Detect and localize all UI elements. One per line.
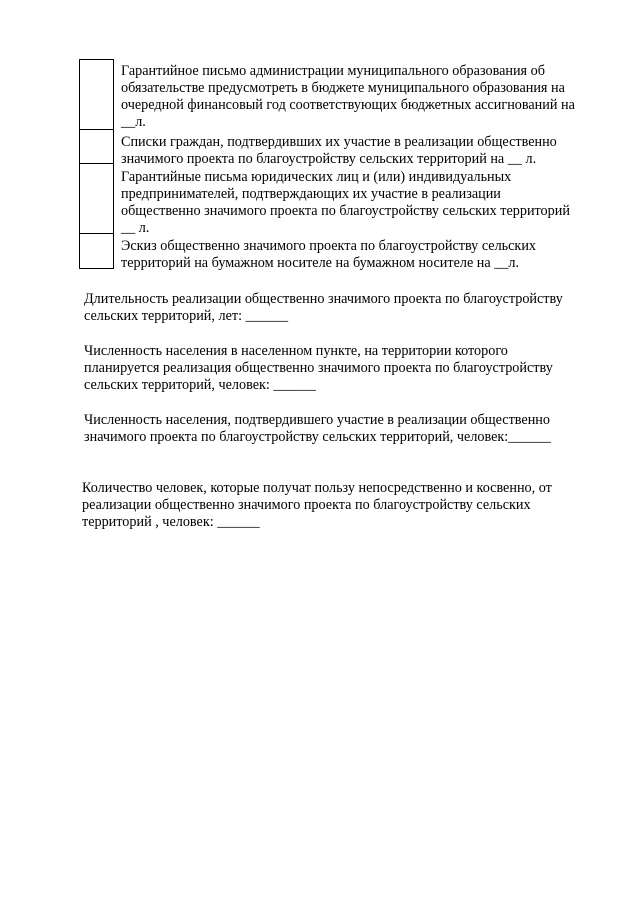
field-confirmed-population: Численность населения, подтвердившего участие в реализации общественно значимого проекта по благоустройству сельских территорий, человек:______ — [84, 412, 551, 445]
checkbox-guarantee-letter-administration[interactable] — [79, 59, 114, 129]
field-project-duration: Длительность реализации общественно значимого проекта по благоустройству сельских территорий, лет: ______ — [84, 291, 563, 324]
checkbox-guarantee-letters-entrepreneurs[interactable] — [79, 163, 114, 233]
checklist-item-guarantee-letters-entrepreneurs: Гарантийные письма юридических лиц и (или) индивидуальных предпринимателей, подтверждающих их участие в реализации общественно значимого проекта по благоустройству сельских территорий __ л. — [121, 169, 570, 236]
checklist-item-guarantee-letter-administration: Гарантийное письмо администрации муниципального образования об обязательстве предусмотреть в бюджете муниципального образования на очередной финансовый год соответствующих бюджетных ассигнований на __л. — [121, 63, 575, 130]
checkbox-citizen-lists[interactable] — [79, 129, 114, 163]
field-beneficiaries-count: Количество человек, которые получат пользу непосредственно и косвенно, от реализации общественно значимого проекта по благоустройству сельских территорий , человек: ______ — [82, 480, 552, 530]
document-checklist — [0, 0, 639, 280]
checklist-item-project-sketch: Эскиз общественно значимого проекта по благоустройству сельских территорий на бумажном носителе на бумажном носителе на __л. — [121, 238, 537, 271]
field-settlement-population: Численность населения в населенном пункте, на территории которого планируется реализация общественно значимого проекта по благоустройству сельских территорий, человек: ______ — [84, 343, 553, 393]
checkbox-project-sketch[interactable] — [79, 233, 114, 269]
checklist-item-citizen-lists: Списки граждан, подтвердивших их участие в реализации общественно значимого проекта по благоустройству сельских территорий на __ л. — [121, 134, 557, 167]
